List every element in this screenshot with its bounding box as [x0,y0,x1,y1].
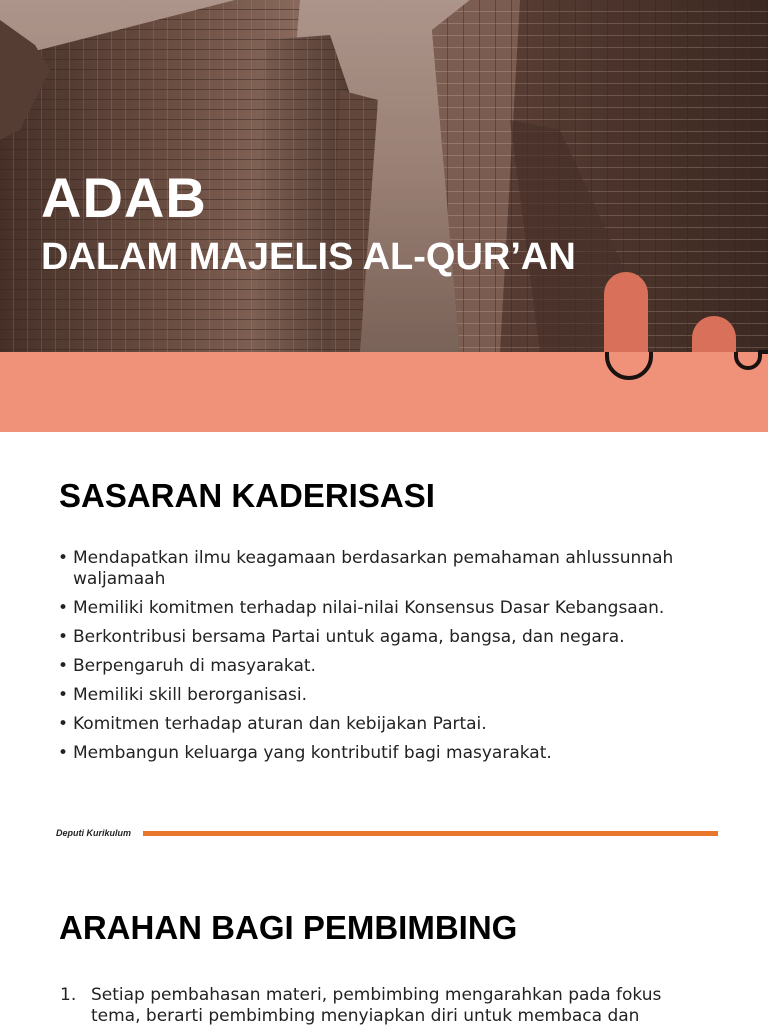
list-item-text: Membangun keluarga yang kontributif bagi masyarakat. [73,743,552,763]
arahan-heading: ARAHAN BAGI PEMBIMBING [59,909,518,946]
list-item-text: Berpengaruh di masyarakat. [73,656,316,676]
bullet-icon: • [58,685,69,705]
bullet-icon: • [58,598,69,618]
list-item-text: Komitmen terhadap aturan dan kebijakan Partai. [73,714,487,734]
bullet-icon: • [58,656,69,676]
arahan-slide [0,864,768,1024]
list-item [58,598,708,619]
arahan-list [60,985,700,1027]
bullet-icon: • [58,743,69,763]
decorative-shape-tall [604,272,654,380]
list-item [58,743,708,764]
list-item-text: Berkontribusi bersama Partai untuk agama, bangsa, dan negara. [73,627,625,647]
list-item [58,714,708,735]
decorative-shape-short [690,316,768,376]
list-item [60,985,700,1027]
sasaran-list [58,548,708,772]
list-item-number: 1. [60,985,77,1005]
cover-subtitle: DALAM MAJELIS AL-QUR’AN [41,236,576,278]
list-item-text: Memiliki komitmen terhadap nilai-nilai Konsensus Dasar Kebangsaan. [73,598,665,618]
list-item [58,656,708,677]
list-item-text: Setiap pembahasan materi, pembimbing mengarahkan pada fokus tema, berarti pembimbing menyiapkan diri untuk membaca dan [91,985,662,1026]
list-item-text: Memiliki skill berorganisasi. [73,685,308,705]
list-item [58,685,708,706]
bullet-icon: • [58,627,69,647]
cover-title: ADAB [41,166,207,229]
footer-divider [143,831,718,836]
bullet-icon: • [58,714,69,734]
sasaran-slide [0,432,768,848]
sasaran-heading: SASARAN KADERISASI [59,477,435,514]
bullet-icon: • [58,548,69,568]
list-item [58,548,708,590]
cover-slide [0,0,768,432]
list-item [58,627,708,648]
list-item-text: Mendapatkan ilmu keagamaan berdasarkan pemahaman ahlussunnah waljamaah [73,548,674,589]
footer-label: Deputi Kurikulum [56,828,132,838]
